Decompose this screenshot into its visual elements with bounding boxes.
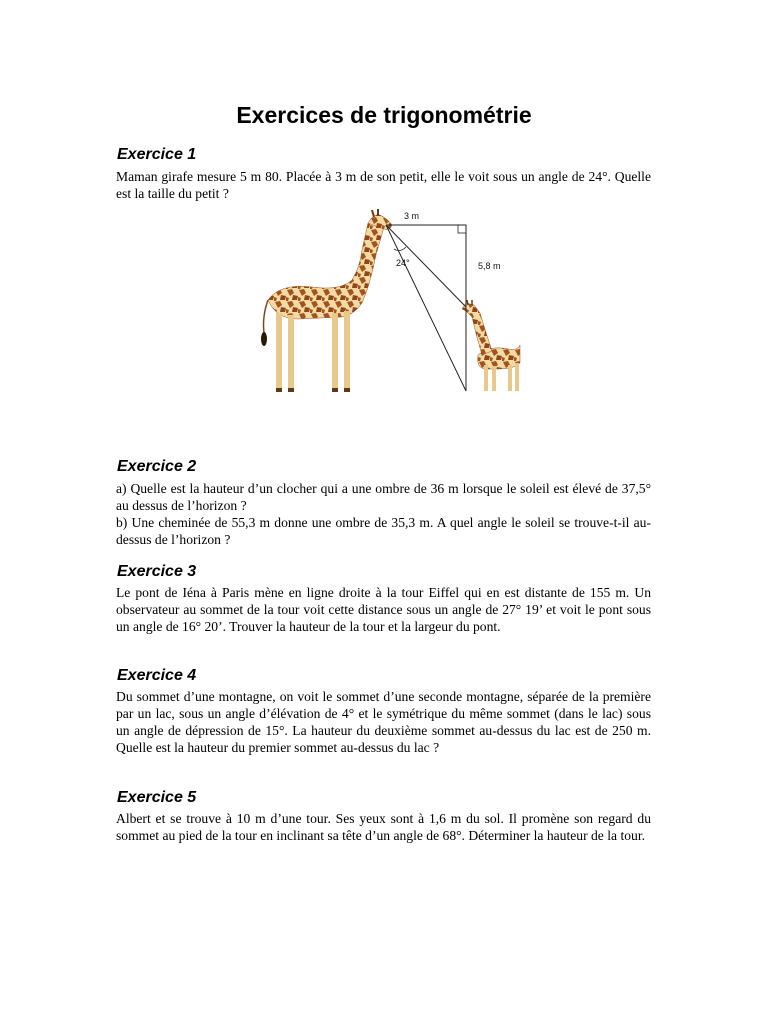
exercise-5-text: Albert et se trouve à 10 m d’une tour. Ses yeux sont à 1,6 m du sol. Il promène son regard du sommet au pied de la tour en inclinant sa tête d’un angle de 68°. Déterminer la hauteur de la tour. <box>116 811 651 843</box>
mother-giraffe-image <box>261 209 392 392</box>
distance-label: 3 m <box>404 211 420 221</box>
exercise-4-text: Du sommet d’une montagne, on voit le sommet d’une seconde montagne, séparée de la première par un lac, sous un angle d’élévation de 4° et le symétrique du même sommet (dans le lac) sous un angle de dépression de 15°. La hauteur du deuxième sommet au-dessus du lac est de 250 m. Quelle est la hauteur du premier sommet au-dessus du lac ? <box>116 689 651 755</box>
exercise-2-part-a: a) Quelle est la hauteur d’un clocher qui a une ombre de 36 m lorsque le soleil est élevé de 37,5° au dessus de l’horizon ? <box>116 481 651 513</box>
angle-label: 24° <box>396 258 410 268</box>
exercise-3-heading: Exercice 3 <box>117 563 197 580</box>
giraffe-figure <box>250 205 540 400</box>
exercise-1-heading: Exercice 1 <box>117 146 197 163</box>
height-label: 5,8 m <box>478 261 501 271</box>
exercise-2-heading: Exercice 2 <box>117 458 197 475</box>
triangle-diagram <box>386 225 466 391</box>
exercise-2-text <box>116 480 651 548</box>
baby-giraffe-image <box>462 300 520 391</box>
exercise-1-text: Maman girafe mesure 5 m 80. Placée à 3 m de son petit, elle le voit sous un angle de 24°. Quelle est la taille du petit ? <box>116 169 651 201</box>
exercise-3-text: Le pont de Iéna à Paris mène en ligne droite à la tour Eiffel qui en est distante de 155 m. Un observateur au sommet de la tour voit cette distance sous un angle de 27° 19’ et voit le pont sous un angle de 16° 20’. Trouver la hauteur de la tour et la largeur du pont. <box>116 585 651 634</box>
exercise-4-heading: Exercice 4 <box>117 667 197 684</box>
exercise-5-heading: Exercice 5 <box>117 789 197 806</box>
page-title: Exercices de trigonométrie <box>236 102 532 128</box>
exercise-2-part-b: b) Une cheminée de 55,3 m donne une ombre de 35,3 m. A quel angle le soleil se trouve-t-il au-dessus de l’horizon ? <box>116 515 651 547</box>
